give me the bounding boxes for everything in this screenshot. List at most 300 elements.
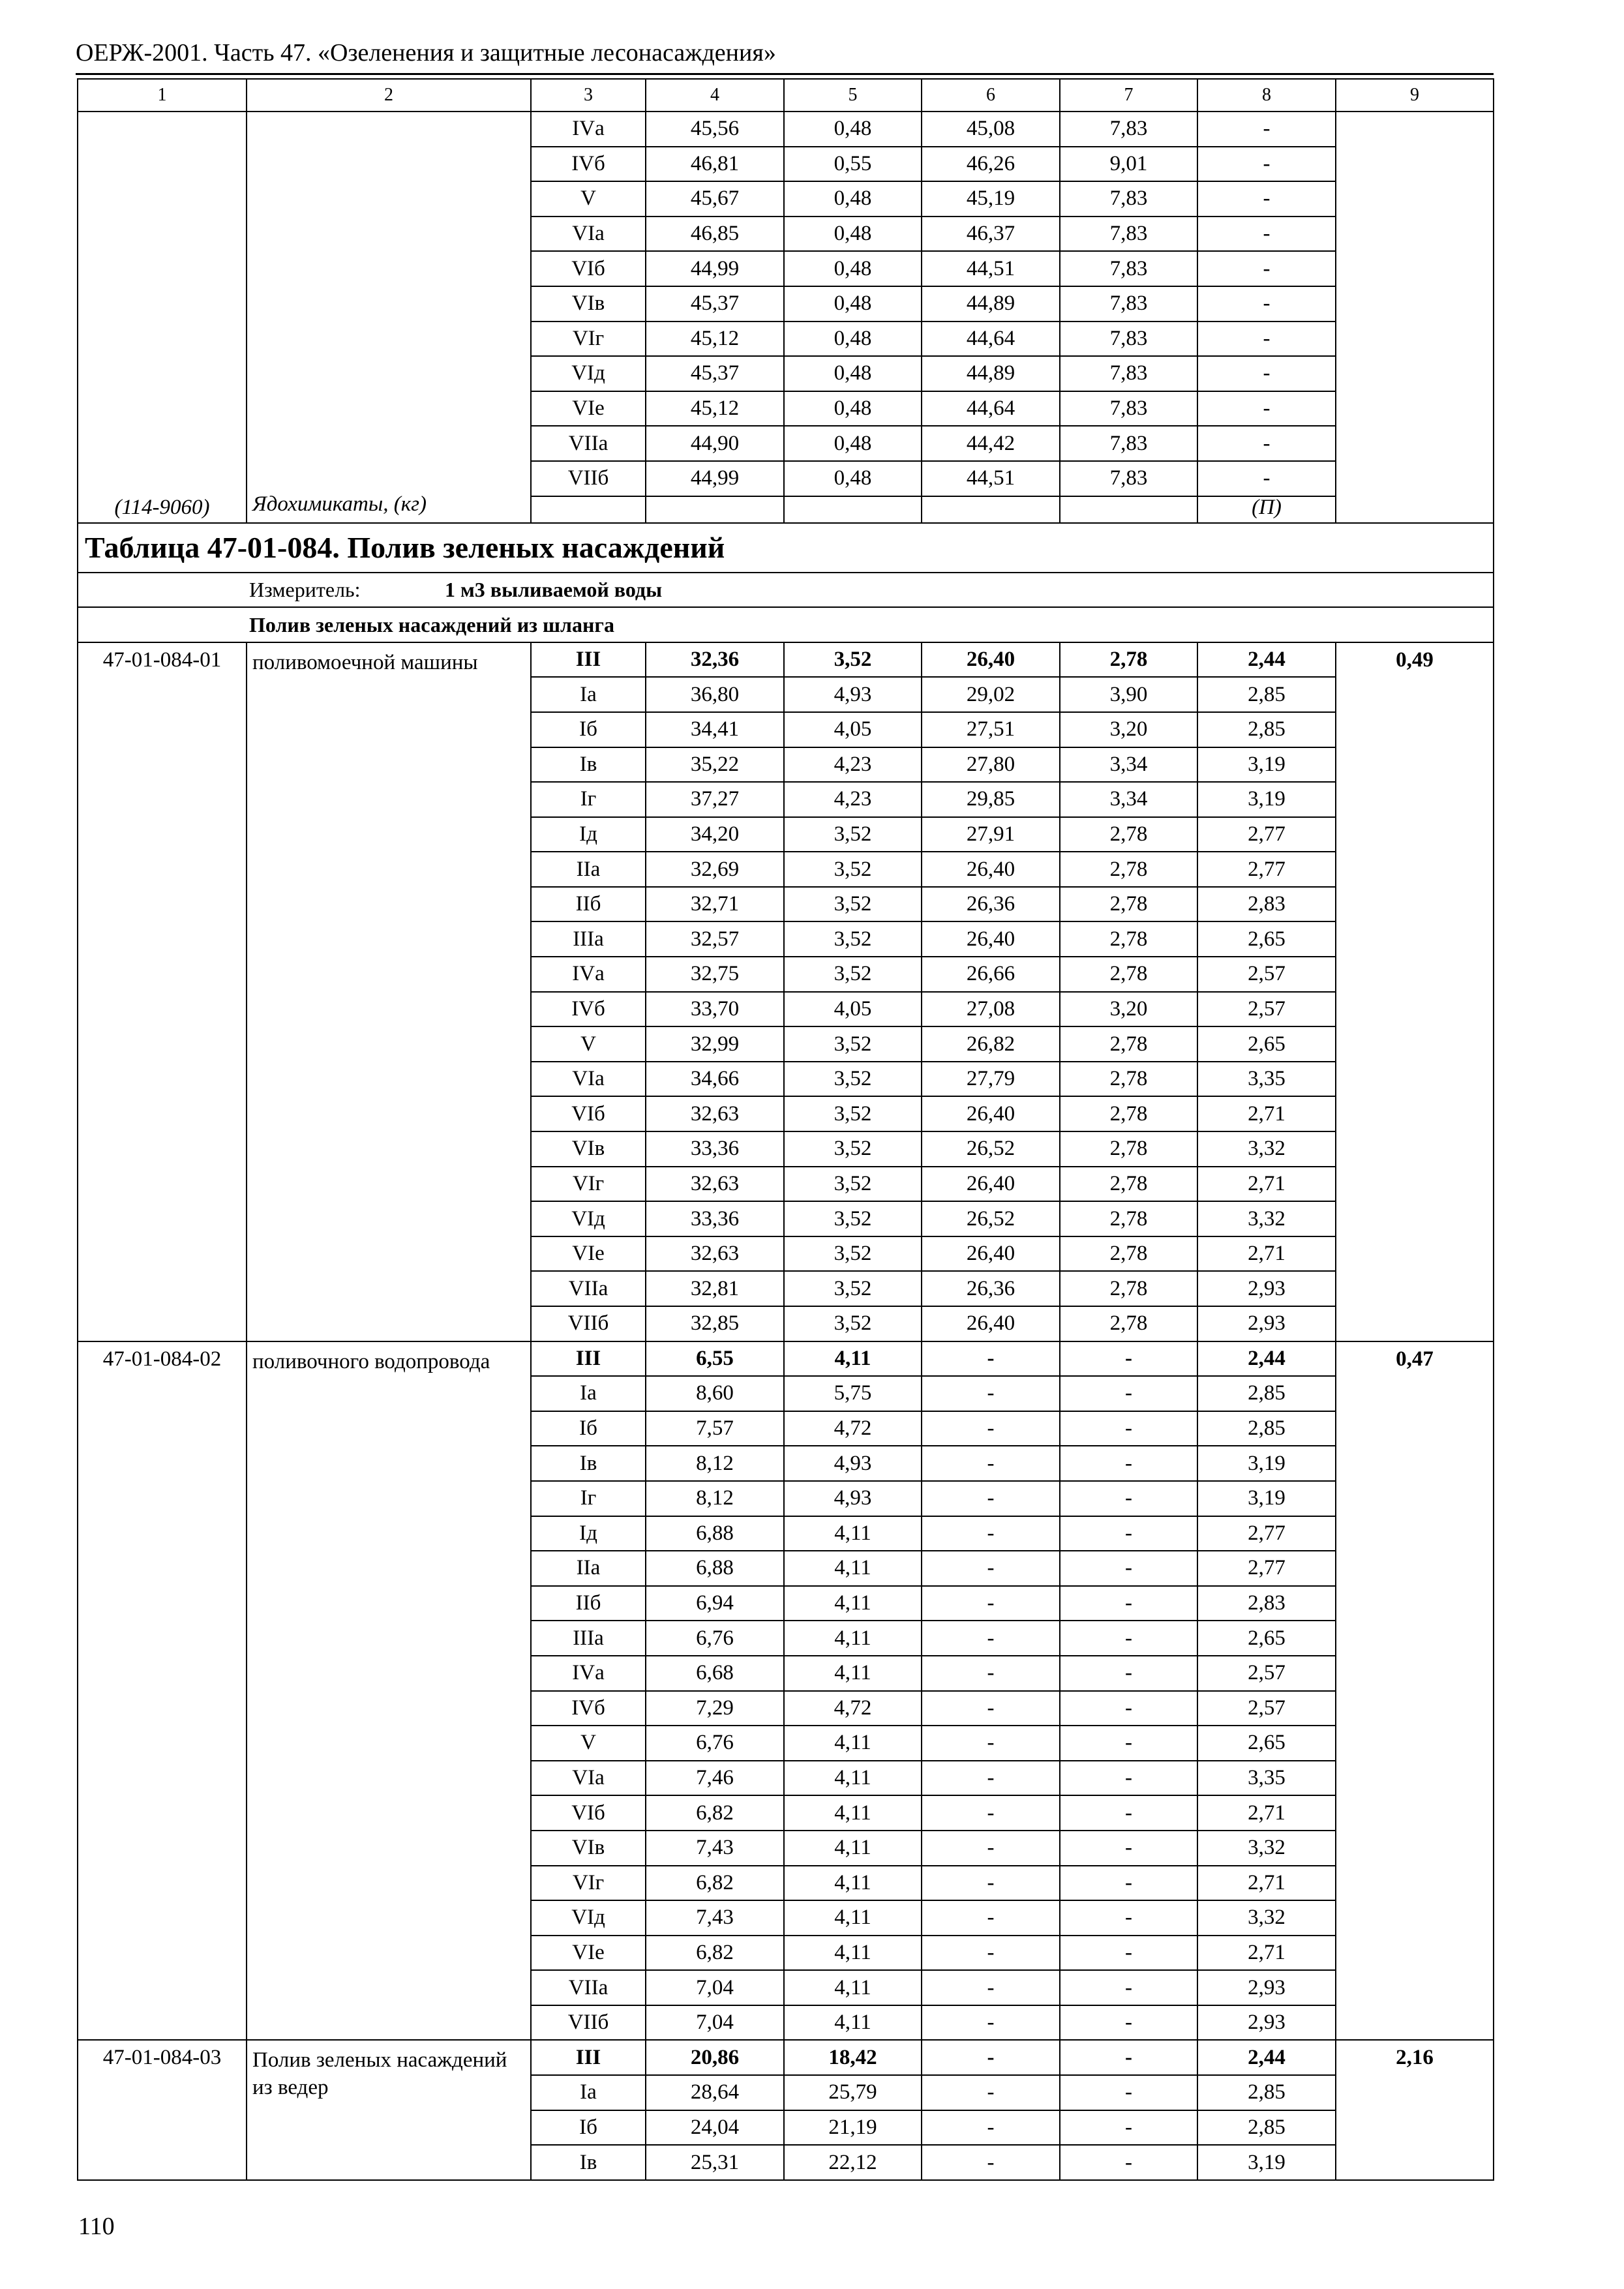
cell: 3,32: [1197, 1900, 1336, 1936]
cell: 26,40: [922, 1306, 1060, 1341]
cell: 27,51: [922, 712, 1060, 747]
cell: 3,52: [784, 852, 922, 887]
cell: -: [922, 2075, 1060, 2110]
cell: 2,78: [1060, 1167, 1197, 1202]
cell: -: [922, 2005, 1060, 2041]
cell: -: [1060, 1376, 1197, 1411]
cell: 32,69: [646, 852, 784, 887]
cell: 4,11: [784, 1656, 922, 1691]
meter: [78, 573, 1494, 608]
column-number: 8: [1197, 79, 1336, 112]
cell: 2,71: [1197, 1236, 1336, 1272]
cell: 0,48: [784, 217, 922, 252]
cell: 2,85: [1197, 2075, 1336, 2110]
cell: -: [1060, 1936, 1197, 1971]
cell: 7,83: [1060, 322, 1197, 357]
cell: 3,19: [1197, 1481, 1336, 1516]
rates-table: [77, 78, 1494, 2181]
cell: IIб: [531, 1586, 646, 1621]
cell: 2,65: [1197, 1621, 1336, 1656]
cell: 6,82: [646, 1795, 784, 1831]
cell: 2,71: [1197, 1795, 1336, 1831]
cell: 3,90: [1060, 677, 1197, 712]
cell: 46,85: [646, 217, 784, 252]
cell: -: [1060, 1411, 1197, 1446]
cell: 4,23: [784, 747, 922, 783]
cell: 4,93: [784, 1446, 922, 1481]
cell: -: [922, 1900, 1060, 1936]
cell: 3,52: [784, 1062, 922, 1097]
cell: Iб: [531, 712, 646, 747]
cell: 45,19: [922, 181, 1060, 217]
cell: -: [922, 2040, 1060, 2075]
cell: 2,78: [1060, 642, 1197, 678]
cell: 7,83: [1060, 286, 1197, 322]
cell: -: [922, 1795, 1060, 1831]
cell: 44,89: [922, 286, 1060, 322]
cell: 2,93: [1197, 1306, 1336, 1341]
cell: 2,78: [1060, 1096, 1197, 1131]
cell: Iб: [531, 2110, 646, 2146]
cell: 0,48: [784, 461, 922, 496]
cell: IIIа: [531, 921, 646, 957]
cell: 44,42: [922, 426, 1060, 461]
cell: VIв: [531, 286, 646, 322]
cell: 3,52: [784, 887, 922, 922]
cell: 2,78: [1060, 887, 1197, 922]
cell: 4,11: [784, 1795, 922, 1831]
running-header: ОЕРЖ-2001. Часть 47. «Озеленения и защитные лесонасаждения»: [76, 39, 776, 67]
cell: 29,85: [922, 782, 1060, 817]
cell: 2,83: [1197, 1586, 1336, 1621]
cell: 3,20: [1060, 712, 1197, 747]
cell: -: [1060, 1586, 1197, 1621]
cell: 5,75: [784, 1376, 922, 1411]
cell: -: [1197, 147, 1336, 182]
cell: 32,63: [646, 1236, 784, 1272]
cell: 4,72: [784, 1691, 922, 1726]
cell: 3,34: [1060, 747, 1197, 783]
cell: -: [922, 1376, 1060, 1411]
cell: 3,19: [1197, 782, 1336, 817]
cell: 44,51: [922, 251, 1060, 286]
cell: 32,63: [646, 1096, 784, 1131]
cell: VIг: [531, 1167, 646, 1202]
cell: VIа: [531, 1761, 646, 1796]
cell: 7,83: [1060, 391, 1197, 426]
cell: 24,04: [646, 2110, 784, 2146]
cell: 2,77: [1197, 852, 1336, 887]
cell: 2,78: [1060, 1062, 1197, 1097]
meter-row: [78, 573, 1494, 608]
cell: 18,42: [784, 2040, 922, 2075]
cell: 26,40: [922, 852, 1060, 887]
cell: IVб: [531, 147, 646, 182]
cell: 45,12: [646, 322, 784, 357]
cell: 46,81: [646, 147, 784, 182]
cell: 3,52: [784, 1026, 922, 1062]
cell: -: [1060, 2040, 1197, 2075]
column-number: 2: [247, 79, 531, 112]
cell: -: [1060, 1341, 1197, 1377]
cell: VIе: [531, 1936, 646, 1971]
resource-name: Ядохимикаты, (кг): [247, 112, 531, 523]
cell: VIIб: [531, 1306, 646, 1341]
cell: 0,48: [784, 356, 922, 391]
cell: 44,99: [646, 251, 784, 286]
cell: 3,32: [1197, 1131, 1336, 1167]
cell: 2,78: [1060, 1236, 1197, 1272]
col9-value: 0,47: [1336, 1341, 1494, 2041]
cell: 2,93: [1197, 1970, 1336, 2005]
table-row: [78, 2040, 1494, 2075]
cell: 4,11: [784, 1900, 922, 1936]
cell: 4,11: [784, 1936, 922, 1971]
cell: -: [1060, 2145, 1197, 2180]
cell: 2,78: [1060, 1131, 1197, 1167]
cell: -: [1197, 391, 1336, 426]
cell: -: [922, 1551, 1060, 1586]
cell: 2,77: [1197, 1516, 1336, 1551]
cell: 6,82: [646, 1936, 784, 1971]
cell: 6,68: [646, 1656, 784, 1691]
cell: [922, 496, 1060, 523]
cell: 3,32: [1197, 1201, 1336, 1236]
cell: 2,85: [1197, 1376, 1336, 1411]
cell: 3,19: [1197, 2145, 1336, 2180]
cell: 46,37: [922, 217, 1060, 252]
cell: 44,64: [922, 391, 1060, 426]
cell: Iд: [531, 1516, 646, 1551]
cell: -: [1060, 1691, 1197, 1726]
cell: 2,93: [1197, 2005, 1336, 2041]
cell: 45,67: [646, 181, 784, 217]
cell: -: [1197, 356, 1336, 391]
cell: 7,83: [1060, 112, 1197, 147]
cell: Iв: [531, 2145, 646, 2180]
cell: 0,48: [784, 286, 922, 322]
cell: IVа: [531, 957, 646, 992]
col9-cell: [1336, 112, 1494, 523]
table-row: [78, 1341, 1494, 1377]
cell: 0,48: [784, 322, 922, 357]
cell: 3,52: [784, 1167, 922, 1202]
cell: 32,63: [646, 1167, 784, 1202]
cell: 4,11: [784, 1866, 922, 1901]
cell: -: [922, 1831, 1060, 1866]
cell: VIд: [531, 1900, 646, 1936]
cell: 2,65: [1197, 1726, 1336, 1761]
cell: 45,37: [646, 286, 784, 322]
cell: 7,43: [646, 1831, 784, 1866]
cell: 3,35: [1197, 1761, 1336, 1796]
cell: VIб: [531, 1795, 646, 1831]
cell: Iв: [531, 747, 646, 783]
cell: 27,08: [922, 992, 1060, 1027]
column-number: 5: [784, 79, 922, 112]
cell: IIб: [531, 887, 646, 922]
cell: 3,52: [784, 921, 922, 957]
cell: 26,40: [922, 1167, 1060, 1202]
cell: 2,78: [1060, 957, 1197, 992]
cell: 0,48: [784, 112, 922, 147]
meter-value: 1 м3 выливаемой воды: [445, 578, 663, 602]
column-number: 3: [531, 79, 646, 112]
cell: 2,78: [1060, 921, 1197, 957]
cell: 8,12: [646, 1446, 784, 1481]
cell: 0,48: [784, 426, 922, 461]
cell: -: [1060, 1866, 1197, 1901]
cell: -: [1060, 1516, 1197, 1551]
cell: -: [1060, 2005, 1197, 2041]
resource-code: (114-9060): [78, 112, 247, 523]
cell: 34,66: [646, 1062, 784, 1097]
cell: VIб: [531, 1096, 646, 1131]
cell: 3,52: [784, 957, 922, 992]
cell: 2,44: [1197, 642, 1336, 678]
cell: 26,40: [922, 1236, 1060, 1272]
cell: 2,57: [1197, 957, 1336, 992]
cell: 4,72: [784, 1411, 922, 1446]
cell: 2,85: [1197, 1411, 1336, 1446]
cell: VIIб: [531, 461, 646, 496]
cell: 7,83: [1060, 356, 1197, 391]
cell: 0,48: [784, 391, 922, 426]
cell: -: [1197, 426, 1336, 461]
cell: -: [1060, 1795, 1197, 1831]
column-number: 7: [1060, 79, 1197, 112]
column-number-row: [78, 79, 1494, 112]
cell: 26,52: [922, 1201, 1060, 1236]
cell: 3,52: [784, 817, 922, 852]
cell: 4,11: [784, 1341, 922, 1377]
cell: 2,77: [1197, 817, 1336, 852]
cell: 6,82: [646, 1866, 784, 1901]
cell: 2,83: [1197, 887, 1336, 922]
cell: 2,71: [1197, 1167, 1336, 1202]
cell: VIа: [531, 217, 646, 252]
cell: 0,48: [784, 251, 922, 286]
cell: 6,88: [646, 1516, 784, 1551]
cell: IIа: [531, 1551, 646, 1586]
cell: -: [1197, 181, 1336, 217]
cell: 7,83: [1060, 461, 1197, 496]
cell: 32,75: [646, 957, 784, 992]
cell: 3,52: [784, 642, 922, 678]
cell: -: [1197, 112, 1336, 147]
cell: -: [922, 1656, 1060, 1691]
cell: 4,11: [784, 2005, 922, 2041]
cell: 45,08: [922, 112, 1060, 147]
column-number: 6: [922, 79, 1060, 112]
cell: -: [1060, 1726, 1197, 1761]
cell: 28,64: [646, 2075, 784, 2110]
cell: -: [1197, 251, 1336, 286]
cell: 8,12: [646, 1481, 784, 1516]
cell: -: [1197, 217, 1336, 252]
cell: VIг: [531, 322, 646, 357]
cell: VIIа: [531, 426, 646, 461]
cell: 6,55: [646, 1341, 784, 1377]
cell: 6,76: [646, 1621, 784, 1656]
cell: 3,19: [1197, 1446, 1336, 1481]
cell: VIIб: [531, 2005, 646, 2041]
cell: 2,71: [1197, 1096, 1336, 1131]
cell: -: [922, 2110, 1060, 2146]
cell: -: [1060, 1831, 1197, 1866]
cell: -: [922, 1341, 1060, 1377]
cell: 27,79: [922, 1062, 1060, 1097]
cell: Iб: [531, 1411, 646, 1446]
column-number: 1: [78, 79, 247, 112]
cell: -: [1197, 322, 1336, 357]
cell: 8,60: [646, 1376, 784, 1411]
cell: 32,99: [646, 1026, 784, 1062]
table-title: Таблица 47-01-084. Полив зеленых насаждений: [78, 523, 1494, 573]
cell: 2,85: [1197, 2110, 1336, 2146]
cell: 3,52: [784, 1236, 922, 1272]
cell: -: [922, 1691, 1060, 1726]
cell: 32,81: [646, 1271, 784, 1306]
cell: 44,89: [922, 356, 1060, 391]
cell: 7,83: [1060, 181, 1197, 217]
cell: 36,80: [646, 677, 784, 712]
cell: 6,76: [646, 1726, 784, 1761]
header-rule: [76, 73, 1494, 75]
cell: -: [1060, 1446, 1197, 1481]
cell: VIб: [531, 251, 646, 286]
cell: 2,44: [1197, 1341, 1336, 1377]
cell: -: [922, 1411, 1060, 1446]
cell: 7,83: [1060, 251, 1197, 286]
cell: 2,57: [1197, 1656, 1336, 1691]
cell: 2,71: [1197, 1866, 1336, 1901]
cell: [531, 496, 646, 523]
cell: -: [922, 1481, 1060, 1516]
rate-code: 47-01-084-01: [78, 642, 247, 1341]
cell: 3,52: [784, 1271, 922, 1306]
rate-name: поливочного водопровода: [247, 1341, 531, 2041]
cell: 4,11: [784, 1726, 922, 1761]
cell: VIIа: [531, 1970, 646, 2005]
cell: -: [1060, 1621, 1197, 1656]
cell: -: [1060, 1900, 1197, 1936]
cell: -: [1197, 461, 1336, 496]
cell: 45,12: [646, 391, 784, 426]
cell: 7,43: [646, 1900, 784, 1936]
cell: 33,70: [646, 992, 784, 1027]
cell: 35,22: [646, 747, 784, 783]
cell: 4,11: [784, 1586, 922, 1621]
cell: 27,91: [922, 817, 1060, 852]
cell: 3,52: [784, 1096, 922, 1131]
cell: -: [922, 2145, 1060, 2180]
cell: 7,57: [646, 1411, 784, 1446]
cell: -: [922, 1621, 1060, 1656]
cell: -: [1060, 2110, 1197, 2146]
cell: 33,36: [646, 1131, 784, 1167]
cell: 7,29: [646, 1691, 784, 1726]
cell: 6,94: [646, 1586, 784, 1621]
rate-code: 47-01-084-03: [78, 2040, 247, 2179]
cell: Iа: [531, 1376, 646, 1411]
cell: 4,11: [784, 1516, 922, 1551]
cell: -: [922, 1516, 1060, 1551]
cell: 3,19: [1197, 747, 1336, 783]
cell: -: [1060, 1551, 1197, 1586]
rate-name: поливомоечной машины: [247, 642, 531, 1341]
cell: 21,19: [784, 2110, 922, 2146]
cell: 4,11: [784, 1831, 922, 1866]
cell: Iв: [531, 1446, 646, 1481]
cell: 26,36: [922, 1271, 1060, 1306]
cell: 7,83: [1060, 426, 1197, 461]
cell: 32,71: [646, 887, 784, 922]
cell: 3,20: [1060, 992, 1197, 1027]
cell: 7,83: [1060, 217, 1197, 252]
cell: -: [1060, 1761, 1197, 1796]
cell: VIв: [531, 1131, 646, 1167]
subsection-row: [78, 607, 1494, 642]
table-row: [78, 112, 1494, 147]
cell: 4,11: [784, 1970, 922, 2005]
cell: -: [922, 1866, 1060, 1901]
cell: 34,41: [646, 712, 784, 747]
table-row: [78, 642, 1494, 678]
cell: 2,65: [1197, 921, 1336, 957]
cell: -: [922, 1726, 1060, 1761]
cell: 3,34: [1060, 782, 1197, 817]
cell: 2,65: [1197, 1026, 1336, 1062]
cell: 4,05: [784, 712, 922, 747]
cell: III: [531, 642, 646, 678]
cell: VIIа: [531, 1271, 646, 1306]
cell: 2,85: [1197, 712, 1336, 747]
col9-value: 2,16: [1336, 2040, 1494, 2179]
cell: 2,93: [1197, 1271, 1336, 1306]
cell: 7,04: [646, 1970, 784, 2005]
cell: 2,71: [1197, 1936, 1336, 1971]
cell: 44,90: [646, 426, 784, 461]
cell: -: [1060, 1970, 1197, 2005]
cell: 26,40: [922, 642, 1060, 678]
column-number: 9: [1336, 79, 1494, 112]
cell: 2,57: [1197, 992, 1336, 1027]
cell: 4,11: [784, 1621, 922, 1656]
cell: -: [922, 1586, 1060, 1621]
cell: -: [922, 1936, 1060, 1971]
cell: 7,46: [646, 1761, 784, 1796]
cell: IVб: [531, 1691, 646, 1726]
cell: IVа: [531, 1656, 646, 1691]
cell: 2,78: [1060, 852, 1197, 887]
cell: 45,37: [646, 356, 784, 391]
cell: 2,78: [1060, 1271, 1197, 1306]
cell: -: [1060, 1481, 1197, 1516]
cell: Iа: [531, 677, 646, 712]
cell: [784, 496, 922, 523]
cell: 4,11: [784, 1551, 922, 1586]
column-number: 4: [646, 79, 784, 112]
cell: [1060, 496, 1197, 523]
cell: 2,57: [1197, 1691, 1336, 1726]
cell: 9,01: [1060, 147, 1197, 182]
cell: VIе: [531, 1236, 646, 1272]
cell: V: [531, 1726, 646, 1761]
cell: Iг: [531, 782, 646, 817]
cell: 0,48: [784, 181, 922, 217]
cell: 26,66: [922, 957, 1060, 992]
